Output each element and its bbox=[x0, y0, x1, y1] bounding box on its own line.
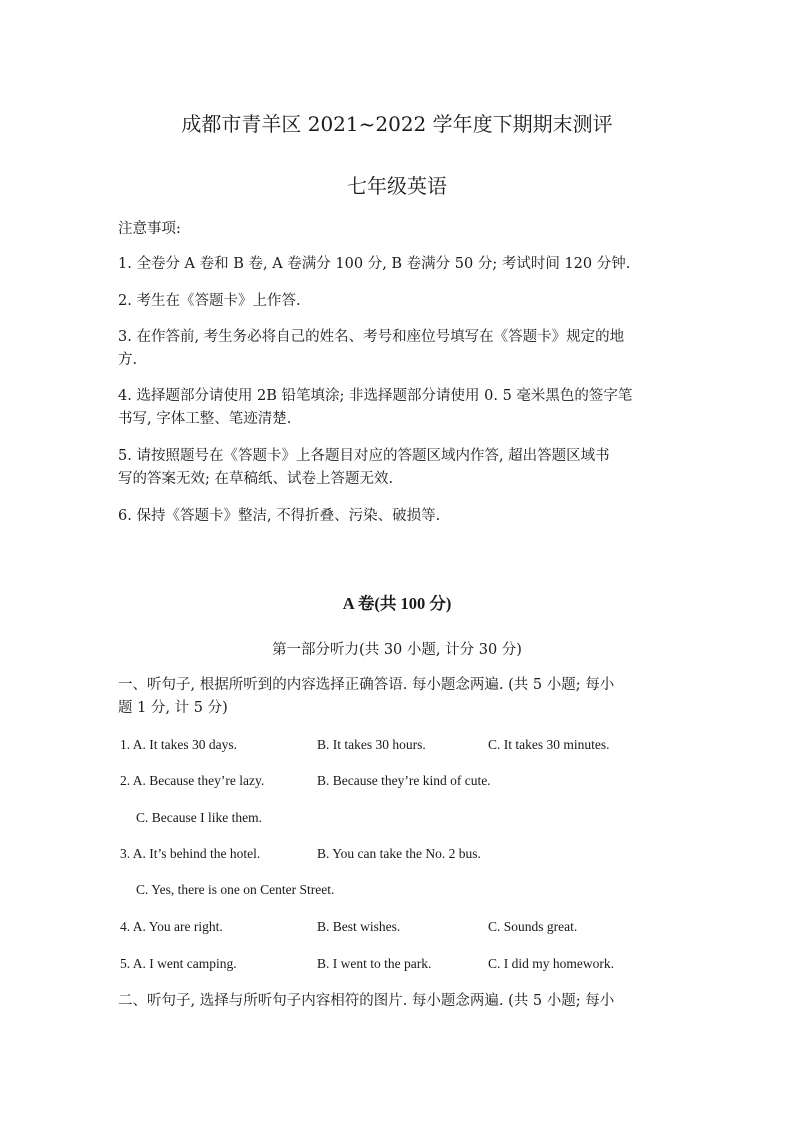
instruction-1-cont: 题 1 分, 计 5 分) bbox=[118, 700, 228, 716]
notice-item: 6. 保持《答题卡》整洁, 不得折叠、污染、破损等. bbox=[118, 508, 441, 524]
section-a-title: A 卷(共 100 分) bbox=[342, 594, 452, 613]
q2-option-c: C. Because I like them. bbox=[136, 810, 262, 825]
q1-option-c: C. It takes 30 minutes. bbox=[488, 737, 610, 752]
notice-item: 书写, 字体工整、笔迹清楚. bbox=[118, 411, 292, 427]
notice-item: 4. 选择题部分请使用 2B 铅笔填涂; 非选择题部分请使用 0. 5 毫米黑色的签字笔 bbox=[118, 388, 633, 404]
q5-option-c: C. I did my homework. bbox=[488, 956, 614, 971]
q3-option-b: B. You can take the No. 2 bus. bbox=[317, 846, 481, 861]
q4-option-c: C. Sounds great. bbox=[488, 919, 578, 934]
q2-option-b: B. Because they’re kind of cute. bbox=[317, 773, 491, 788]
notice-item: 2. 考生在《答题卡》上作答. bbox=[118, 293, 301, 309]
q4-option-b: B. Best wishes. bbox=[317, 919, 401, 934]
notice-item: 3. 在作答前, 考生务必将自己的姓名、考号和座位号填写在《答题卡》规定的地 bbox=[118, 329, 625, 345]
notice-heading: 注意事项: bbox=[118, 221, 181, 237]
exam-subtitle: 七年级英语 bbox=[347, 174, 447, 198]
q1-option-a: 1. A. It takes 30 days. bbox=[120, 737, 237, 752]
q5-option-b: B. I went to the park. bbox=[317, 956, 432, 971]
exam-title: 成都市青羊区 2021~2022 学年度下期期末测评 bbox=[181, 112, 613, 136]
instruction-2: 二、听句子, 选择与所听句子内容相符的图片. 每小题念两遍. (共 5 小题; 每小 bbox=[118, 993, 615, 1009]
q2-option-a: 2. A. Because they’re lazy. bbox=[120, 773, 265, 788]
part1-title: 第一部分听力(共 30 小题, 计分 30 分) bbox=[272, 642, 522, 658]
notice-item: 写的答案无效; 在草稿纸、试卷上答题无效. bbox=[118, 471, 394, 487]
notice-item: 1. 全卷分 A 卷和 B 卷, A 卷满分 100 分, B 卷满分 50 分; 考试时间 120 分钟. bbox=[118, 256, 631, 272]
notice-item: 方. bbox=[118, 352, 138, 368]
q1-option-b: B. It takes 30 hours. bbox=[317, 737, 426, 752]
q3-option-c: C. Yes, there is one on Center Street. bbox=[136, 882, 335, 897]
q3-option-a: 3. A. It’s behind the hotel. bbox=[120, 846, 261, 861]
q5-option-a: 5. A. I went camping. bbox=[120, 956, 237, 971]
notice-item: 5. 请按照题号在《答题卡》上各题目对应的答题区域内作答, 超出答题区域书 bbox=[118, 448, 610, 464]
instruction-1: 一、听句子, 根据所听到的内容选择正确答语. 每小题念两遍. (共 5 小题; 每小 bbox=[118, 677, 615, 693]
q4-option-a: 4. A. You are right. bbox=[120, 919, 223, 934]
